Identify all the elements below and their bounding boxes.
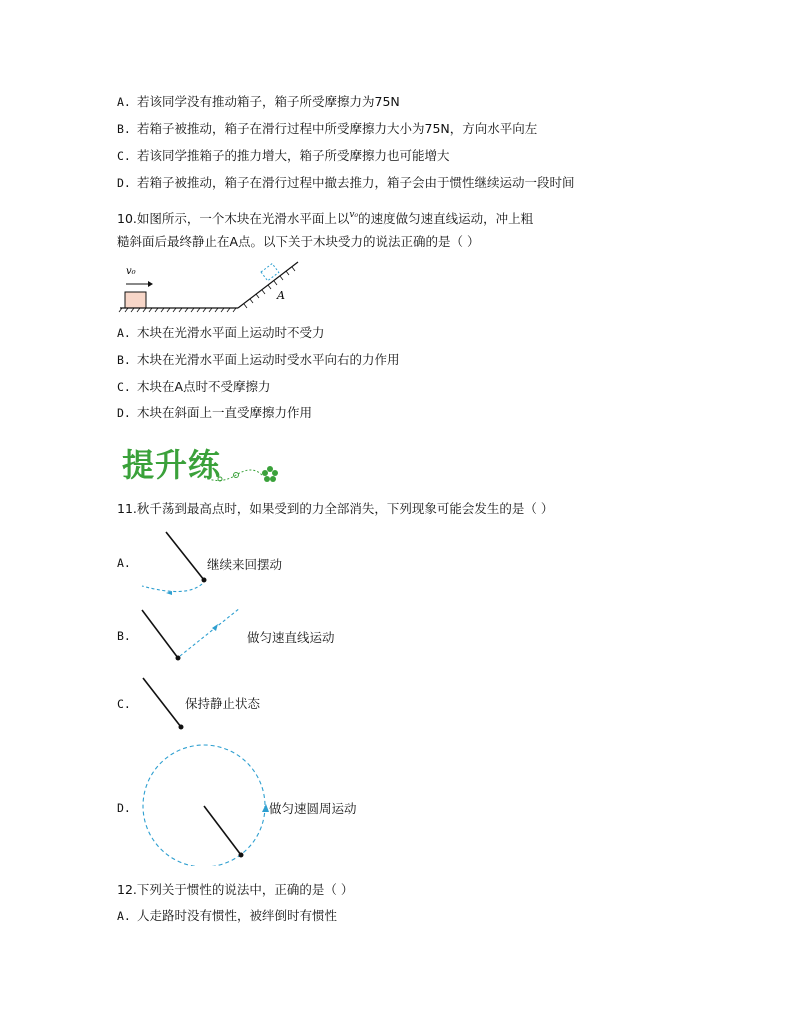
option-label: C. bbox=[117, 380, 131, 394]
option-label: B. bbox=[117, 122, 131, 136]
swing-rope bbox=[204, 806, 241, 855]
swing-rope bbox=[143, 678, 181, 727]
q11-option-a-caption: 继续来回摆动 bbox=[207, 557, 283, 572]
q11-option-c-caption: 保持静止状态 bbox=[185, 696, 261, 711]
q11-option-d-figure bbox=[138, 742, 272, 866]
point-a-label: A bbox=[277, 289, 285, 302]
v0-symbol: v₀ bbox=[349, 210, 359, 220]
q11-option-a-figure bbox=[136, 528, 216, 600]
option-text: 若箱子被推动，箱子在滑行过程中撤去推力，箱子会由于惯性继续运动一段时间 bbox=[137, 175, 575, 190]
option-text: 木块在斜面上一直受摩擦力作用 bbox=[137, 405, 313, 420]
banner-decoration-icon bbox=[200, 455, 290, 489]
straight-path bbox=[180, 608, 240, 656]
incline-hatching bbox=[244, 267, 295, 308]
swing-seat bbox=[202, 578, 207, 583]
arrow-head bbox=[148, 281, 153, 287]
section-banner: 提升练 bbox=[122, 446, 222, 484]
swing-seat bbox=[176, 656, 181, 661]
option-text: 若该同学没有推动箱子，箱子所受摩擦力为75N bbox=[137, 94, 400, 109]
option-label: C. bbox=[117, 149, 131, 163]
option-text: 木块在A点时不受摩擦力 bbox=[137, 379, 271, 394]
q12-option-a bbox=[117, 908, 337, 924]
option-label: D. bbox=[117, 176, 131, 190]
q10-option-a bbox=[117, 325, 325, 341]
q10-stem-after: 的速度做匀速直线运动，冲上粗 bbox=[358, 211, 534, 226]
q10-stem-line1 bbox=[117, 207, 533, 227]
swing-rope bbox=[166, 532, 204, 580]
q9-option-a bbox=[117, 94, 400, 110]
q10-option-b bbox=[117, 352, 400, 368]
q12-stem: 12.下列关于惯性的说法中，正确的是（ ） bbox=[117, 882, 354, 897]
option-label: A. bbox=[117, 326, 131, 340]
q11-stem: 11.秋千荡到最高点时，如果受到的力全部消失，下列现象可能会发生的是（ ） bbox=[117, 501, 554, 516]
circular-path bbox=[143, 745, 265, 866]
q11-option-d-label: D. bbox=[117, 801, 131, 815]
q11-option-a-label: A. bbox=[117, 556, 131, 570]
option-label: D. bbox=[117, 406, 131, 420]
q9-option-c bbox=[117, 148, 450, 164]
option-text: 木块在光滑水平面上运动时受水平向右的力作用 bbox=[137, 352, 400, 367]
q10-option-c bbox=[117, 379, 271, 395]
option-label: A. bbox=[117, 95, 131, 109]
option-label: B. bbox=[117, 353, 131, 367]
v0-label: v₀ bbox=[126, 266, 136, 277]
swing-path bbox=[142, 584, 202, 592]
option-label: A. bbox=[117, 909, 131, 923]
option-text: 若箱子被推动，箱子在滑行过程中所受摩擦力大小为75N，方向水平向左 bbox=[137, 121, 538, 136]
wood-block bbox=[125, 292, 146, 308]
path-arrow bbox=[212, 624, 218, 631]
option-text: 若该同学推箱子的推力增大，箱子所受摩擦力也可能增大 bbox=[137, 148, 450, 163]
option-text: 木块在光滑水平面上运动时不受力 bbox=[137, 325, 325, 340]
q9-option-b bbox=[117, 121, 537, 137]
q11-option-d-caption: 做匀速圆周运动 bbox=[269, 801, 357, 816]
q10-option-d bbox=[117, 405, 312, 421]
q11-option-b-caption: 做匀速直线运动 bbox=[247, 630, 335, 645]
swing-seat bbox=[179, 725, 184, 730]
q11-option-b-figure bbox=[136, 600, 246, 664]
q9-option-d bbox=[117, 175, 575, 191]
q11-option-c-label: C. bbox=[117, 697, 131, 711]
option-text: 人走路时没有惯性，被绊倒时有惯性 bbox=[137, 908, 338, 923]
path-arrow bbox=[262, 804, 269, 812]
q10-stem-line2: 糙斜面后最终静止在A点。以下关于木块受力的说法正确的是（ ） bbox=[117, 234, 480, 249]
swing-seat bbox=[239, 853, 244, 858]
ground-hatching bbox=[119, 308, 236, 312]
q11-option-b-label: B. bbox=[117, 629, 131, 643]
swing-rope bbox=[142, 610, 178, 658]
q10-stem-before: 10.如图所示，一个木块在光滑水平面上以 bbox=[117, 211, 350, 226]
q10-figure bbox=[116, 258, 306, 318]
